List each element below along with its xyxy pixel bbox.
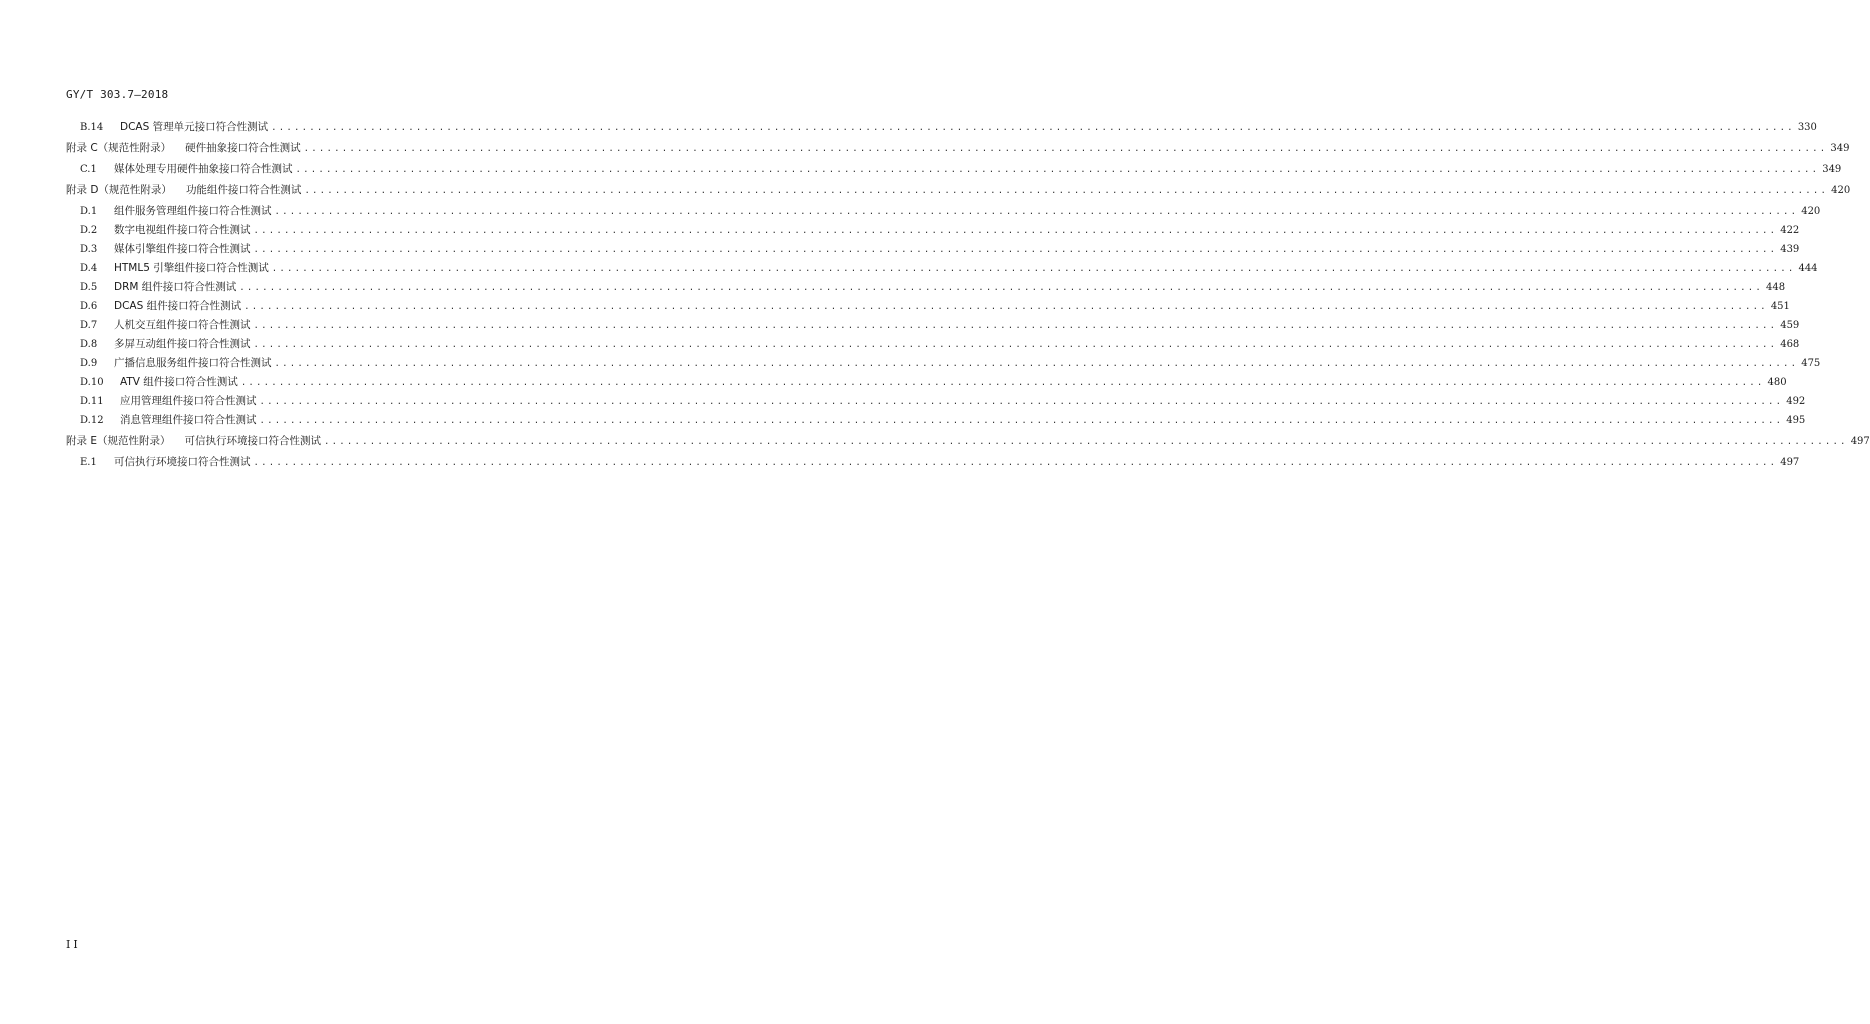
toc-title: 可信执行环境接口符合性测试 <box>114 456 251 468</box>
toc-leader-dots: ........................................................................................................................................................................................................ <box>323 437 1848 447</box>
toc-section-number: D.10 <box>80 377 104 388</box>
toc-title: 数字电视组件接口符合性测试 <box>114 224 251 236</box>
table-of-contents <box>66 118 1870 472</box>
toc-section-number: D.11 <box>80 396 104 407</box>
toc-section-number: B.14 <box>80 122 104 133</box>
toc-entry[interactable] <box>66 354 1821 373</box>
toc-leader-dots: ........................................................................................................................................................................................................ <box>253 340 1778 350</box>
toc-section-number: D.2 <box>80 225 98 236</box>
toc-page-number: 439 <box>1780 244 1800 255</box>
toc-entry[interactable] <box>66 202 1821 221</box>
toc-page-number: 459 <box>1780 320 1800 331</box>
toc-entry[interactable] <box>66 259 1818 278</box>
toc-section-number: C.1 <box>80 164 97 175</box>
toc-appendix-prefix: 附录 E（规范性附录） <box>66 435 171 447</box>
toc-section-number: D.12 <box>80 415 104 426</box>
toc-title: 组件服务管理组件接口符合性测试 <box>114 205 272 217</box>
toc-page-number: 468 <box>1780 339 1800 350</box>
toc-page-number: 448 <box>1765 282 1786 293</box>
toc-title: DCAS 管理单元接口符合性测试 <box>120 121 269 133</box>
toc-appendix-entry[interactable] <box>66 430 1870 453</box>
toc-title: 可信执行环境接口符合性测试 <box>184 435 321 447</box>
toc-section-number: D.5 <box>80 282 98 293</box>
toc-title: 消息管理组件接口符合性测试 <box>120 414 257 426</box>
toc-entry[interactable] <box>66 411 1806 430</box>
toc-entry[interactable] <box>66 392 1806 411</box>
toc-entry[interactable] <box>66 160 1842 179</box>
toc-leader-dots: ........................................................................................................................................................................................................ <box>239 283 1763 293</box>
toc-title: DCAS 组件接口符合性测试 <box>114 300 242 312</box>
toc-page-number: 492 <box>1786 396 1806 407</box>
toc-leader-dots: ........................................................................................................................................................................................................ <box>295 165 1820 175</box>
toc-appendix-entry[interactable] <box>66 179 1851 202</box>
toc-leader-dots: ........................................................................................................................................................................................................ <box>259 416 1784 426</box>
toc-title: 人机交互组件接口符合性测试 <box>114 319 251 331</box>
toc-leader-dots: ........................................................................................................................................................................................................ <box>274 359 1799 369</box>
toc-entry[interactable] <box>66 373 1787 392</box>
toc-title: 硬件抽象接口符合性测试 <box>185 142 301 154</box>
toc-leader-dots: ........................................................................................................................................................................................................ <box>304 186 1829 196</box>
toc-entry[interactable] <box>66 278 1786 297</box>
toc-section-number: D.4 <box>80 263 98 274</box>
toc-page-number: 451 <box>1770 301 1790 312</box>
toc-entry[interactable] <box>66 453 1800 472</box>
toc-page-number: 349 <box>1822 164 1842 175</box>
toc-leader-dots: ........................................................................................................................................................................................................ <box>244 302 1768 312</box>
toc-section-number: D.1 <box>80 206 98 217</box>
toc-leader-dots: ........................................................................................................................................................................................................ <box>274 207 1799 217</box>
toc-title: 媒体处理专用硬件抽象接口符合性测试 <box>114 163 293 175</box>
toc-appendix-prefix: 附录 C（规范性附录） <box>66 142 172 154</box>
toc-page-number: 420 <box>1831 185 1851 196</box>
toc-leader-dots: ........................................................................................................................................................................................................ <box>253 245 1778 255</box>
toc-leader-dots: ........................................................................................................................................................................................................ <box>271 123 1795 133</box>
toc-appendix-entry[interactable] <box>66 137 1850 160</box>
toc-title: 功能组件接口符合性测试 <box>185 184 302 196</box>
toc-page-number: 480 <box>1767 377 1787 388</box>
toc-page-number: 349 <box>1830 143 1850 154</box>
toc-leader-dots: ........................................................................................................................................................................................................ <box>240 378 1765 388</box>
toc-title: 应用管理组件接口符合性测试 <box>120 395 257 407</box>
toc-section-number: D.6 <box>80 301 98 312</box>
toc-entry[interactable] <box>66 297 1790 316</box>
toc-leader-dots: ........................................................................................................................................................................................................ <box>303 144 1828 154</box>
toc-page-number: 444 <box>1798 263 1818 274</box>
toc-entry[interactable] <box>66 316 1800 335</box>
toc-page-number: 497 <box>1850 436 1870 447</box>
toc-page-number: 495 <box>1786 415 1806 426</box>
toc-leader-dots: ........................................................................................................................................................................................................ <box>253 321 1778 331</box>
toc-leader-dots: ........................................................................................................................................................................................................ <box>271 264 1796 274</box>
toc-title: HTML5 引擎组件接口符合性测试 <box>114 262 269 274</box>
toc-entry[interactable] <box>66 335 1800 354</box>
toc-section-number: D.7 <box>80 320 98 331</box>
toc-title: 广播信息服务组件接口符合性测试 <box>114 357 272 369</box>
toc-leader-dots: ........................................................................................................................................................................................................ <box>253 226 1778 236</box>
toc-title: ATV 组件接口符合性测试 <box>120 376 238 388</box>
toc-leader-dots: ........................................................................................................................................................................................................ <box>253 458 1778 468</box>
toc-page-number: 330 <box>1797 122 1817 133</box>
toc-page-number: 497 <box>1780 457 1800 468</box>
toc-page-number: 422 <box>1780 225 1800 236</box>
page-number-footer: II <box>66 938 81 951</box>
toc-page-number: 475 <box>1801 358 1821 369</box>
toc-title: 媒体引擎组件接口符合性测试 <box>114 243 251 255</box>
toc-leader-dots: ........................................................................................................................................................................................................ <box>259 397 1784 407</box>
toc-title: 多屏互动组件接口符合性测试 <box>114 338 251 350</box>
toc-section-number: D.8 <box>80 339 98 350</box>
toc-entry[interactable] <box>66 221 1800 240</box>
document-id-header: GY/T 303.7—2018 <box>66 88 169 101</box>
toc-section-number: E.1 <box>80 457 97 468</box>
toc-entry[interactable] <box>66 240 1800 259</box>
toc-page-number: 420 <box>1801 206 1821 217</box>
toc-section-number: D.9 <box>80 358 98 369</box>
toc-title: DRM 组件接口符合性测试 <box>114 281 237 293</box>
toc-appendix-prefix: 附录 D（规范性附录） <box>66 184 172 196</box>
toc-entry[interactable] <box>66 118 1817 137</box>
toc-section-number: D.3 <box>80 244 98 255</box>
